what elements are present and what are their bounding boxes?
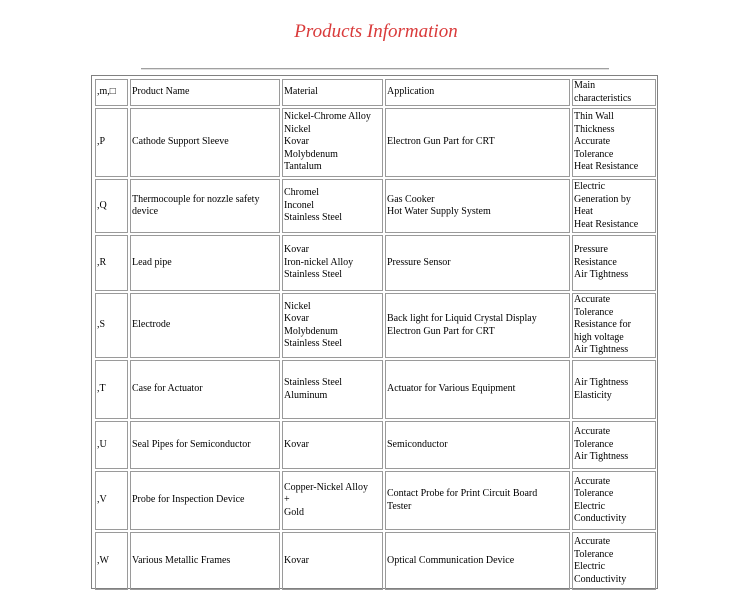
cell-material-line: Stainless Steel	[284, 212, 343, 224]
cell-material-line: Inconel	[284, 199, 314, 211]
cell-application	[385, 108, 570, 177]
cell-characteristics-line: Heat	[574, 206, 593, 217]
cell-product-name-line: Various Metallic Frames	[132, 554, 231, 566]
cell-material-line: Kovar	[284, 313, 309, 324]
cell-number: ,T	[95, 360, 128, 419]
cell-application-line: Actuator for Various Equipment	[387, 383, 516, 395]
header-main-characteristics	[572, 79, 656, 106]
cell-application	[385, 532, 570, 590]
cell-characteristics-line: Resistance	[574, 256, 617, 268]
cell-application-line: Optical Communication Device	[387, 554, 515, 566]
cell-application-line: Electron Gun Part for CRT	[387, 325, 495, 337]
cell-characteristics-line: Conductivity	[574, 513, 627, 524]
cell-material-line: +	[284, 494, 290, 506]
cell-characteristics-line: Air Tightness	[574, 451, 629, 463]
cell-number: ,Q	[95, 179, 128, 233]
cell-material-line: Molybdenum	[284, 325, 338, 337]
cell-characteristics-line: Accurate	[574, 136, 611, 148]
cell-characteristics-line: Conductivity	[574, 573, 627, 585]
table-row	[95, 108, 656, 177]
cell-characteristics	[572, 179, 656, 233]
cell-characteristics-line: Air Tightness	[574, 269, 629, 281]
cell-material-line: Aluminum	[284, 389, 328, 401]
cell-application-line: Pressure Sensor	[387, 256, 451, 268]
cell-product-name	[130, 421, 280, 469]
cell-material-line: Kovar	[284, 554, 309, 566]
products-table-frame	[91, 75, 658, 589]
header-number: ,m,□	[95, 79, 128, 106]
table-row	[95, 532, 656, 590]
cell-product-name-line: Electrode	[132, 319, 171, 331]
table-row	[95, 360, 656, 419]
cell-material-line: Stainless Steel	[284, 338, 343, 349]
header-characteristics-line: Main	[574, 80, 596, 91]
cell-product-name	[130, 108, 280, 177]
cell-material	[282, 421, 383, 469]
cell-material-line: Chromel	[284, 187, 319, 199]
cell-application	[385, 360, 570, 419]
cell-characteristics-line: Heat Resistance	[574, 218, 639, 230]
cell-product-name	[130, 532, 280, 590]
cell-application-line: Semiconductor	[387, 438, 448, 450]
cell-material-line: Stainless Steel	[284, 269, 343, 281]
cell-material-line: Gold	[284, 506, 304, 518]
cell-product-name	[130, 293, 280, 358]
cell-product-name-line: Seal Pipes for Semiconductor	[132, 438, 251, 450]
cell-characteristics-line: Thin Wall	[574, 111, 614, 123]
cell-characteristics-line: Tolerance	[574, 438, 614, 450]
table-row	[95, 471, 656, 530]
page-title: Products Information	[294, 21, 458, 42]
header-product-name: Product Name	[130, 79, 280, 106]
cell-product-name-line: device	[132, 206, 159, 217]
products-table	[93, 77, 658, 592]
cell-characteristics	[572, 360, 656, 419]
cell-product-name-line: Case for Actuator	[132, 383, 203, 395]
cell-product-name-line: Cathode Support Sleeve	[132, 136, 229, 148]
cell-application	[385, 421, 570, 469]
cell-material-line: Molybdenum	[284, 148, 338, 160]
cell-material-line: Nickel	[284, 123, 311, 135]
cell-material-line: Copper-Nickel Alloy	[284, 481, 368, 493]
table-header-row	[95, 79, 656, 106]
cell-characteristics-line: high voltage	[574, 331, 624, 343]
cell-product-name-line: Lead pipe	[132, 256, 172, 268]
cell-characteristics-line: Heat Resistance	[574, 161, 639, 173]
cell-characteristics-line: Electric	[574, 181, 606, 192]
cell-characteristics	[572, 471, 656, 530]
cell-characteristics-line: Thickness	[574, 123, 615, 135]
cell-product-name	[130, 360, 280, 419]
cell-application-line: Tester	[387, 500, 412, 512]
cell-application-line: Hot Water Supply System	[387, 206, 491, 217]
cell-material	[282, 108, 383, 177]
horizontal-rule	[141, 68, 609, 70]
header-characteristics-line: characteristics	[574, 92, 632, 104]
table-row	[95, 179, 656, 233]
cell-characteristics-line: Electric	[574, 500, 606, 512]
table-row	[95, 293, 656, 358]
cell-product-name	[130, 471, 280, 530]
cell-product-name	[130, 179, 280, 233]
cell-characteristics-line: Elasticity	[574, 389, 612, 401]
cell-material	[282, 235, 383, 291]
cell-number: ,S	[95, 293, 128, 358]
cell-characteristics-line: Accurate	[574, 536, 611, 547]
cell-number: ,V	[95, 471, 128, 530]
cell-material-line: Nickel-Chrome Alloy	[284, 111, 371, 123]
cell-application	[385, 293, 570, 358]
cell-material	[282, 360, 383, 419]
cell-number: ,U	[95, 421, 128, 469]
cell-characteristics-line: Generation by	[574, 193, 631, 205]
cell-characteristics-line: Electric	[574, 561, 606, 572]
cell-characteristics-line: Tolerance	[574, 488, 614, 499]
cell-material-line: Kovar	[284, 438, 309, 450]
cell-application	[385, 179, 570, 233]
cell-number: ,R	[95, 235, 128, 291]
header-material: Material	[282, 79, 383, 106]
cell-material-line: Kovar	[284, 244, 309, 256]
cell-characteristics	[572, 532, 656, 590]
header-application: Application	[385, 79, 570, 106]
cell-application-line: Back light for Liquid Crystal Display	[387, 313, 537, 324]
cell-material	[282, 179, 383, 233]
cell-application-line: Contact Probe for Print Circuit Board	[387, 488, 538, 499]
cell-product-name-line: Probe for Inspection Device	[132, 494, 245, 506]
cell-material-line: Kovar	[284, 136, 309, 148]
cell-characteristics-line: Accurate	[574, 294, 611, 306]
cell-material	[282, 293, 383, 358]
cell-material-line: Iron-nickel Alloy	[284, 256, 354, 268]
cell-characteristics-line: Air Tightness	[574, 377, 629, 388]
cell-characteristics-line: Tolerance	[574, 548, 614, 560]
products-table-body	[95, 79, 656, 590]
table-row	[95, 235, 656, 291]
cell-material-line: Stainless Steel	[284, 377, 343, 388]
cell-application-line: Electron Gun Part for CRT	[387, 136, 495, 148]
cell-characteristics	[572, 108, 656, 177]
cell-characteristics-line: Pressure	[574, 244, 608, 256]
cell-characteristics	[572, 293, 656, 358]
cell-material	[282, 471, 383, 530]
cell-material	[282, 532, 383, 590]
cell-characteristics-line: Resistance for	[574, 319, 631, 331]
cell-characteristics-line: Accurate	[574, 426, 611, 438]
cell-application-line: Gas Cooker	[387, 193, 435, 205]
cell-characteristics-line: Accurate	[574, 475, 611, 487]
cell-number: ,W	[95, 532, 128, 590]
cell-characteristics-line: Tolerance	[574, 148, 614, 160]
cell-characteristics	[572, 235, 656, 291]
cell-application	[385, 235, 570, 291]
cell-characteristics	[572, 421, 656, 469]
cell-product-name-line: Thermocouple for nozzle safety	[132, 193, 260, 205]
cell-product-name	[130, 235, 280, 291]
cell-application	[385, 471, 570, 530]
cell-characteristics-line: Tolerance	[574, 306, 614, 318]
cell-number: ,P	[95, 108, 128, 177]
cell-material-line: Tantalum	[284, 161, 322, 173]
cell-material-line: Nickel	[284, 300, 311, 312]
table-row	[95, 421, 656, 469]
cell-characteristics-line: Air Tightness	[574, 344, 629, 356]
